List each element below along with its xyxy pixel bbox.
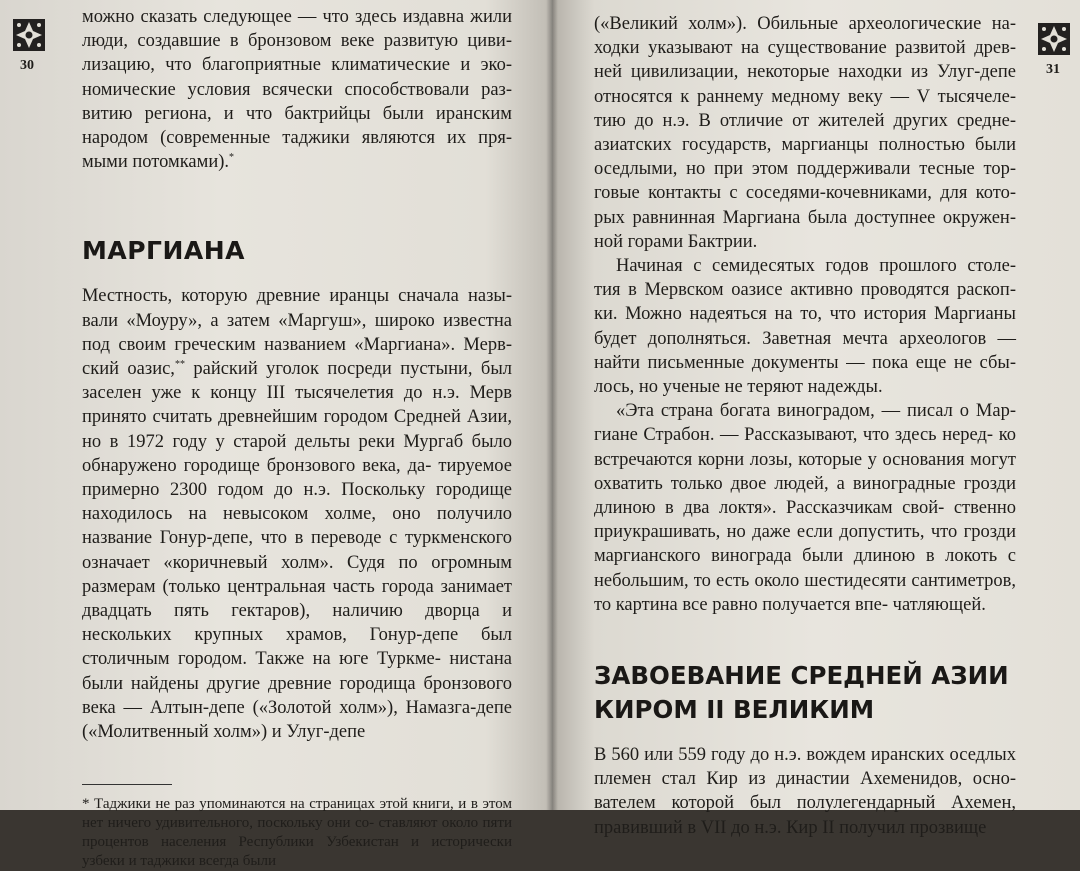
paragraph-strabo: «Эта страна богата виноградом, — писал о Мар- гиане Страбон. — Рассказывают, что здесь неред- ко встречаются корни лозы, которые у основания могут охватить только двое людей, а виноградные грозди длиною в два локтя». Рассказчикам свой- ственно приукрашивать, но даже если допустить, что грозди маргианского винограда были длиною в локоть с небольшим, то есть около шестидесяти сантиметров, то картина все равно получается впе- чатляющей. xyxy=(594,401,1017,615)
footnote-divider xyxy=(82,784,172,785)
book-gutter xyxy=(546,0,558,810)
section-heading-margiana: МАРГИАНА xyxy=(82,236,246,266)
ornament-icon xyxy=(12,18,46,52)
page-number-left: 30 xyxy=(20,58,34,73)
left-page-text xyxy=(82,5,512,871)
paragraph-cyrus: В 560 или 559 году до н.э. вождем иранских оседлых племен стал Кир из династии Ахеменидов, осно- вателем которой был полулегендарный Ахемен, правивший в VII до н.э. Кир II получил прозвище xyxy=(594,745,1016,838)
footnote-text: * Таджики не раз упоминаются на страницах этой книги, и в этом нет ничего удивительного, поскольку они со- ставляют около пяти процентов населения Республики Узбекистан и исторически узбеки и таджики всегда были xyxy=(82,796,512,870)
paragraph-intro: можно сказать следующее — что здесь издавна жили люди, создавшие в бронзовом веке развитую циви- лизацию, что благоприятные климатические и эко- номические условия всячески способствовали раз- витию региона, и что бактрийцы были иранским народом (современные таджики являются их пря- мыми потомками).* xyxy=(82,7,512,173)
right-page xyxy=(552,0,1080,838)
page-number-right: 31 xyxy=(1046,62,1060,77)
ornament-icon xyxy=(1037,22,1071,56)
right-page-text xyxy=(594,12,1016,840)
section-heading-conquest: ЗАВОЕВАНИЕ СРЕДНЕЙ АЗИИ КИРОМ II ВЕЛИКИМ xyxy=(594,661,1009,725)
paragraph-excavations: Начиная с семидесятых годов прошлого столе- тия в Мервском оазисе активно проводятся раскоп- ки. Можно надеяться на то, что история Маргианы будет дополняться. Заветная мечта археологов — найти письменные документы — пока еще не сбы- лось, но ученые не теряют надежды. xyxy=(594,256,1016,398)
paragraph-continuation: («Великий холм»). Обильные археологические на- ходки указывают на существование развитой древ- ней цивилизации, некоторые находки из Улуг-депе относятся к раннему медному веку — V тысячеле- тию до н.э. В отличие от жителей других средне- азиатских государств, маргианцы полностью были оседлыми, но при этом поддерживали тесные тор- говые контакты с соседями-кочевниками, для кото- рых равнинная Маргиана была доступнее окружен- ной горами Бактрии. xyxy=(594,14,1016,252)
paragraph-margiana: Местность, которую древние иранцы сначала назы- вали «Моуру», а затем «Маргуш», широко известна под своим греческим названием «Маргиана». Мерв- ский оазис,** райский уголок посреди пустыни, был заселен уже к концу III тысячелетия до н.э. Мерв принято считать древнейшим городом Средней Азии, но в 1972 году у старой дельты реки Мургаб было обнаружено городище бронзового века, да- тируемое примерно 2300 годом до н.э. Поскольку городище находилось на невысоком холме, оно получило название Гонур-депе, что в переводе с туркменского означает «коричневый холм». Судя по огромным размерам (только центральная часть города занимает двадцать пять гектаров), наличию дворца и нескольких крупных храмов, Гонур-депе был столичным городом. Также на юге Туркме- нистана были найдены другие древние городища бронзового века — Алтын-депе («Золотой холм»), Намазга-депе («Молитвенный холм») и Улуг-депе xyxy=(82,286,513,743)
footnote-marker-2: ** xyxy=(174,358,185,370)
footnote-marker: * xyxy=(229,152,235,164)
